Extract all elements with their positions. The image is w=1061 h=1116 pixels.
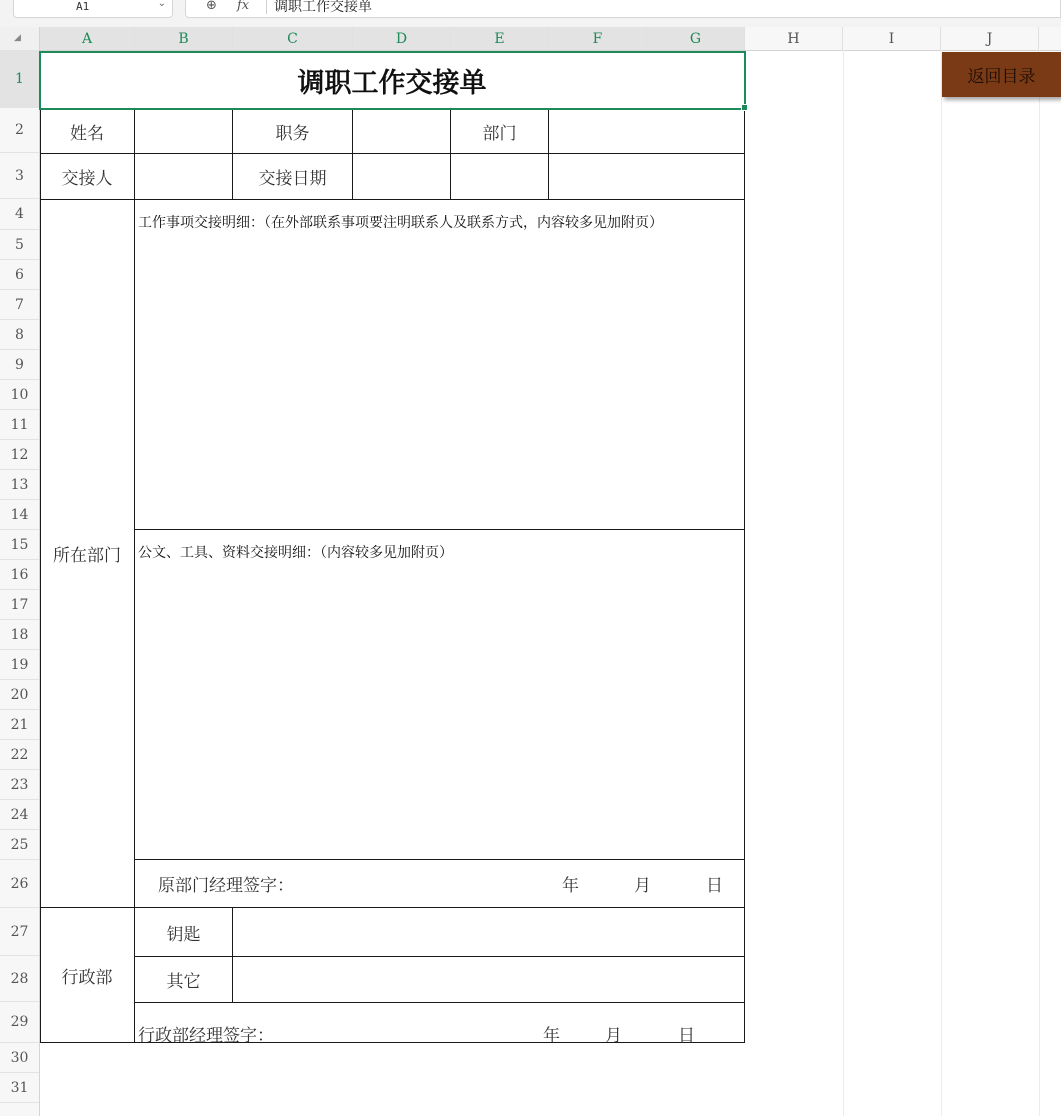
column-header-c[interactable]: C — [233, 27, 353, 50]
row-header-5[interactable]: 5 — [0, 230, 39, 260]
admin-sign-year: 年 — [543, 1025, 560, 1046]
row-header-29[interactable]: 29 — [0, 1002, 39, 1043]
select-all-icon: ◢ — [14, 33, 21, 43]
row-header-8[interactable]: 8 — [0, 320, 39, 350]
name-label: 姓名 — [70, 123, 104, 144]
row-header-4[interactable]: 4 — [0, 199, 39, 230]
row-header-3[interactable]: 3 — [0, 153, 39, 199]
row-header-13[interactable]: 13 — [0, 470, 39, 500]
row-header-14[interactable]: 14 — [0, 500, 39, 530]
orig-sign-month: 月 — [634, 876, 651, 896]
column-header-a[interactable]: A — [40, 27, 135, 50]
row-header-23[interactable]: 23 — [0, 770, 39, 800]
column-header-bar — [0, 27, 1061, 51]
row-header-10[interactable]: 10 — [0, 380, 39, 410]
row-header-31[interactable]: 31 — [0, 1073, 39, 1103]
keys-label: 钥匙 — [166, 924, 201, 945]
zoom-icon[interactable]: ⊕ — [206, 0, 217, 13]
row-header-11[interactable]: 11 — [0, 410, 39, 440]
row-header-6[interactable]: 6 — [0, 260, 39, 290]
form-title[interactable]: 调职工作交接单 — [297, 67, 487, 99]
dept-label: 部门 — [482, 123, 517, 144]
row-header-24[interactable]: 24 — [0, 800, 39, 830]
name-box[interactable] — [13, 0, 173, 18]
select-all-corner[interactable] — [0, 27, 40, 50]
other-label: 其它 — [166, 972, 201, 992]
admin-manager-sign-label: 行政部经理签字： — [138, 1025, 274, 1046]
row-header-7[interactable]: 7 — [0, 290, 39, 320]
handover-date-value-cell[interactable] — [353, 154, 450, 199]
row-header-9[interactable]: 9 — [0, 350, 39, 380]
formula-value[interactable]: 调职工作交接单 — [274, 0, 372, 15]
chevron-down-icon[interactable]: ⌄ — [157, 0, 166, 9]
row-header-27[interactable]: 27 — [0, 908, 39, 956]
column-header-g[interactable]: G — [647, 27, 745, 50]
column-header-d[interactable]: D — [353, 27, 451, 50]
keys-value-cell[interactable] — [233, 908, 744, 956]
row-header-28[interactable]: 28 — [0, 956, 39, 1002]
other-value-cell[interactable] — [233, 957, 744, 1002]
column-header-b[interactable]: B — [135, 27, 233, 50]
dept-value-cell[interactable] — [549, 109, 744, 153]
formula-input-area[interactable] — [185, 0, 1061, 18]
column-header-h[interactable]: H — [745, 27, 843, 50]
return-to-index-button[interactable]: 返回目录 — [942, 52, 1061, 97]
formula-separator — [266, 0, 267, 14]
name-value-cell[interactable] — [135, 109, 232, 153]
gridline — [843, 50, 844, 1116]
row-header-12[interactable]: 12 — [0, 440, 39, 470]
column-header-i[interactable]: I — [843, 27, 941, 50]
row-header-22[interactable]: 22 — [0, 740, 39, 770]
orig-sign-year: 年 — [562, 876, 579, 896]
column-header-e[interactable]: E — [451, 27, 549, 50]
row-header-1[interactable]: 1 — [0, 50, 39, 108]
row-header-15[interactable]: 15 — [0, 530, 39, 560]
row-header-30[interactable]: 30 — [0, 1043, 39, 1073]
admin-sign-month: 月 — [605, 1025, 622, 1046]
name-box-value: A1 — [76, 0, 90, 13]
current-dept-label: 所在部门 — [53, 546, 121, 566]
work-items-note[interactable]: 工作事项交接明细：（在外部联系事项要注明联系人及联系方式，内容较多见加附页） — [138, 215, 663, 231]
fx-icon[interactable]: fx — [237, 0, 250, 13]
row-header-bar — [0, 50, 40, 1116]
row-header-25[interactable]: 25 — [0, 830, 39, 860]
row-header-2[interactable]: 2 — [0, 108, 39, 153]
admin-dept-label: 行政部 — [61, 967, 113, 988]
position-value-cell[interactable] — [353, 109, 450, 153]
admin-sign-day: 日 — [678, 1025, 695, 1046]
row-header-20[interactable]: 20 — [0, 680, 39, 710]
position-label: 职务 — [275, 123, 310, 144]
gridline — [1039, 50, 1040, 1116]
row-header-17[interactable]: 17 — [0, 590, 39, 620]
formula-bar — [0, 0, 1061, 27]
row-header-19[interactable]: 19 — [0, 650, 39, 680]
column-header-f[interactable]: F — [549, 27, 647, 50]
handover-date-label: 交接日期 — [258, 169, 327, 189]
orig-manager-sign-label: 原部门经理签字： — [158, 876, 294, 896]
handover-person-value-cell[interactable] — [135, 154, 232, 199]
row-header-16[interactable]: 16 — [0, 560, 39, 590]
row-header-26[interactable]: 26 — [0, 860, 39, 908]
documents-note[interactable]: 公文、工具、资料交接明细：（内容较多见加附页） — [138, 545, 453, 561]
gridline — [941, 50, 942, 1116]
row-header-18[interactable]: 18 — [0, 620, 39, 650]
row-header-21[interactable]: 21 — [0, 710, 39, 740]
active-cell-selection — [39, 51, 746, 110]
handover-person-label: 交接人 — [61, 169, 113, 189]
column-header-j[interactable]: J — [941, 27, 1039, 50]
orig-sign-day: 日 — [706, 876, 723, 896]
